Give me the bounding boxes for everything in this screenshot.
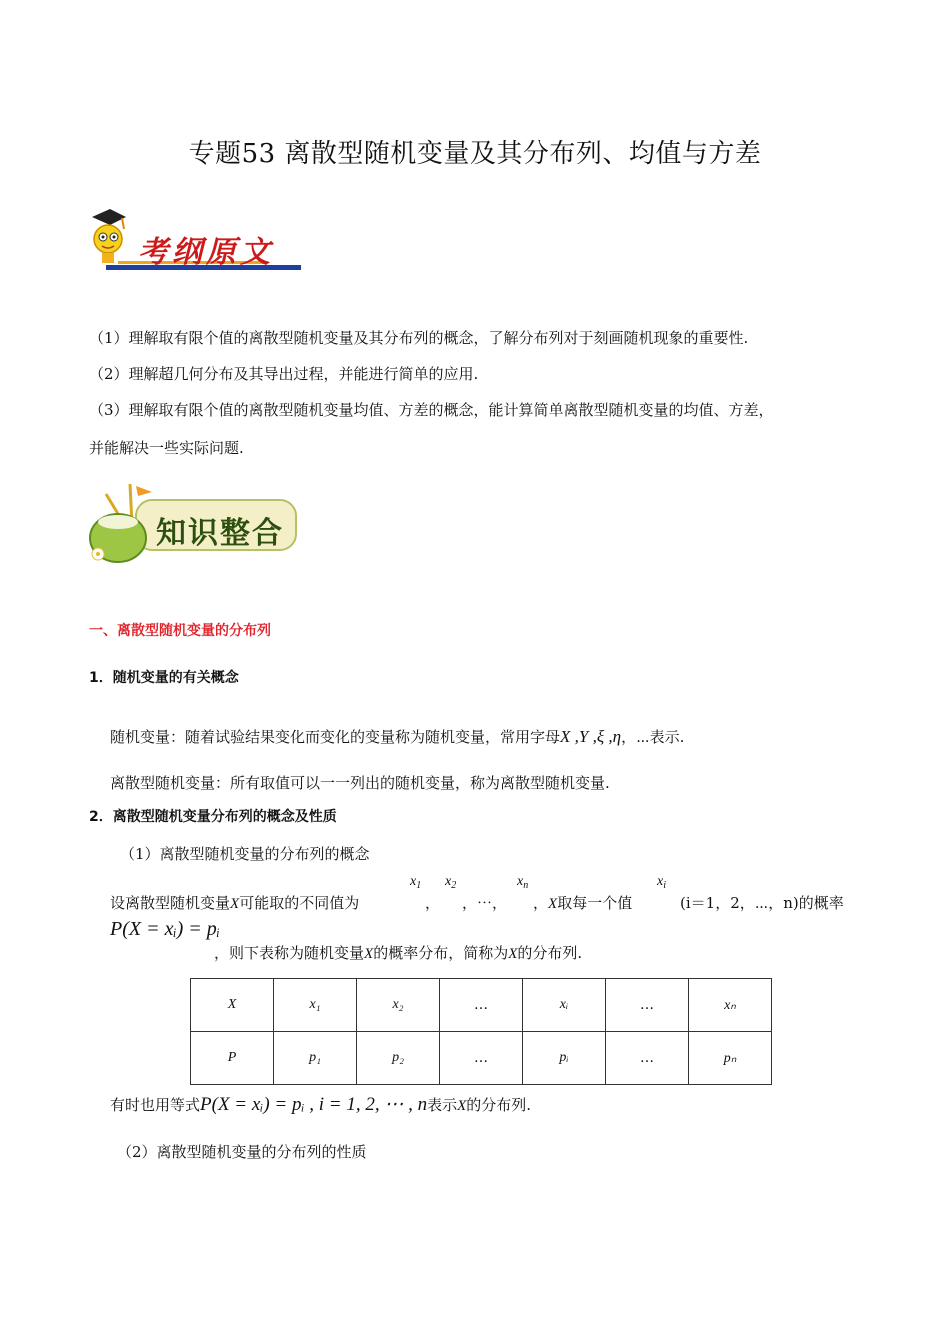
subsection-heading-1: 1．随机变量的有关概念 <box>89 670 239 686</box>
distribution-concept-heading: （1）离散型随机变量的分布列的概念 <box>120 845 370 863</box>
table-cell: p₁ <box>274 1032 357 1085</box>
alt-text-c: 的分布列. <box>466 1096 532 1114</box>
table-cell: pᵢ <box>523 1032 606 1085</box>
random-variable-definition <box>110 726 684 748</box>
dots-comma: ，⋯， <box>462 894 508 912</box>
var-x: X <box>548 896 558 912</box>
def-text-g: 的分布列. <box>517 944 583 962</box>
distribution-properties-heading: （2）离散型随机变量的分布列的性质 <box>117 1143 367 1161</box>
def-text-a: 设离散型随机变量 <box>110 894 231 912</box>
def-text-b: 可能取的不同值为 <box>239 894 360 912</box>
value-xn: $x_n$ <box>517 874 529 891</box>
distribution-table <box>190 978 772 1085</box>
table-cell: … <box>440 1032 523 1085</box>
syllabus-banner-title: 考纲原文 <box>138 235 274 270</box>
table-cell: x₁ <box>274 979 357 1032</box>
table-cell: … <box>440 979 523 1032</box>
comma-1: ， <box>425 894 441 912</box>
table-row <box>191 1032 772 1085</box>
var-x: X <box>364 946 374 962</box>
table-cell: x₂ <box>357 979 440 1032</box>
syllabus-banner <box>86 205 301 275</box>
table-cell: pₙ <box>689 1032 772 1085</box>
var-x: X <box>230 896 240 912</box>
subsection-heading-2: 2．离散型随机变量分布列的概念及性质 <box>89 809 337 825</box>
knowledge-banner <box>86 482 301 552</box>
def-text-c: 取每一个值 <box>557 894 633 912</box>
table-cell: X <box>191 979 274 1032</box>
definition-part-c <box>533 892 632 915</box>
syllabus-item-3: （3）理解取有限个值的离散型随机变量均值、方差的概念，能计算简单离散型随机变量的均值、方差， <box>89 401 774 419</box>
alt-formula: P(X = xᵢ) = pᵢ , i = 1, 2, ⋯ , n <box>200 1094 428 1115</box>
value-x2: $x_2$ <box>445 874 457 891</box>
rv-definition-suffix: ，⋯表示. <box>621 728 685 746</box>
rv-symbols: X ,Y ,ξ ,η <box>560 727 622 746</box>
table-cell: … <box>606 979 689 1032</box>
syllabus-item-2: （2）理解超几何分布及其导出过程，并能进行简单的应用. <box>89 365 479 383</box>
alt-text-b: 表示 <box>427 1096 458 1114</box>
def-text-f: 的概率分布，简称为 <box>373 944 509 962</box>
value-x1: $x_1$ <box>410 874 422 891</box>
var-x: X <box>457 1098 467 1114</box>
value-xi: $x_i$ <box>657 874 666 891</box>
rv-definition-text: 随机变量：随着试验结果变化而变化的变量称为随机变量，常用字母 <box>110 728 561 746</box>
table-cell: … <box>606 1032 689 1085</box>
page-title: 专题53 离散型随机变量及其分布列、均值与方差 <box>188 139 762 169</box>
syllabus-item-1: （1）理解取有限个值的离散型随机变量及其分布列的概念，了解分布列对于刻画随机现象的重要性. <box>89 329 749 347</box>
table-cell: xᵢ <box>523 979 606 1032</box>
def-text-e: ，则下表称为随机变量 <box>214 944 365 962</box>
definition-part-a <box>110 892 359 915</box>
discrete-rv-definition: 离散型随机变量：所有取值可以一一列出的随机变量，称为离散型随机变量. <box>110 774 610 792</box>
table-cell: xₙ <box>689 979 772 1032</box>
alt-text-a: 有时也用等式 <box>110 1096 201 1114</box>
knowledge-banner-title: 知识整合 <box>156 516 284 551</box>
section-heading: 一、离散型随机变量的分布列 <box>89 623 271 639</box>
table-row <box>191 979 772 1032</box>
var-x: X <box>508 946 518 962</box>
probability-formula: P(X = xᵢ) = pᵢ <box>110 918 220 940</box>
table-cell: p₂ <box>357 1032 440 1085</box>
syllabus-item-3-cont: 并能解决一些实际问题. <box>89 439 244 457</box>
comma-2: ， <box>533 894 549 912</box>
table-cell: P <box>191 1032 274 1085</box>
definition-part-e <box>214 942 582 965</box>
alternate-notation <box>110 1094 531 1117</box>
definition-part-d: (i＝1，2，⋯，n)的概率 <box>680 894 844 912</box>
